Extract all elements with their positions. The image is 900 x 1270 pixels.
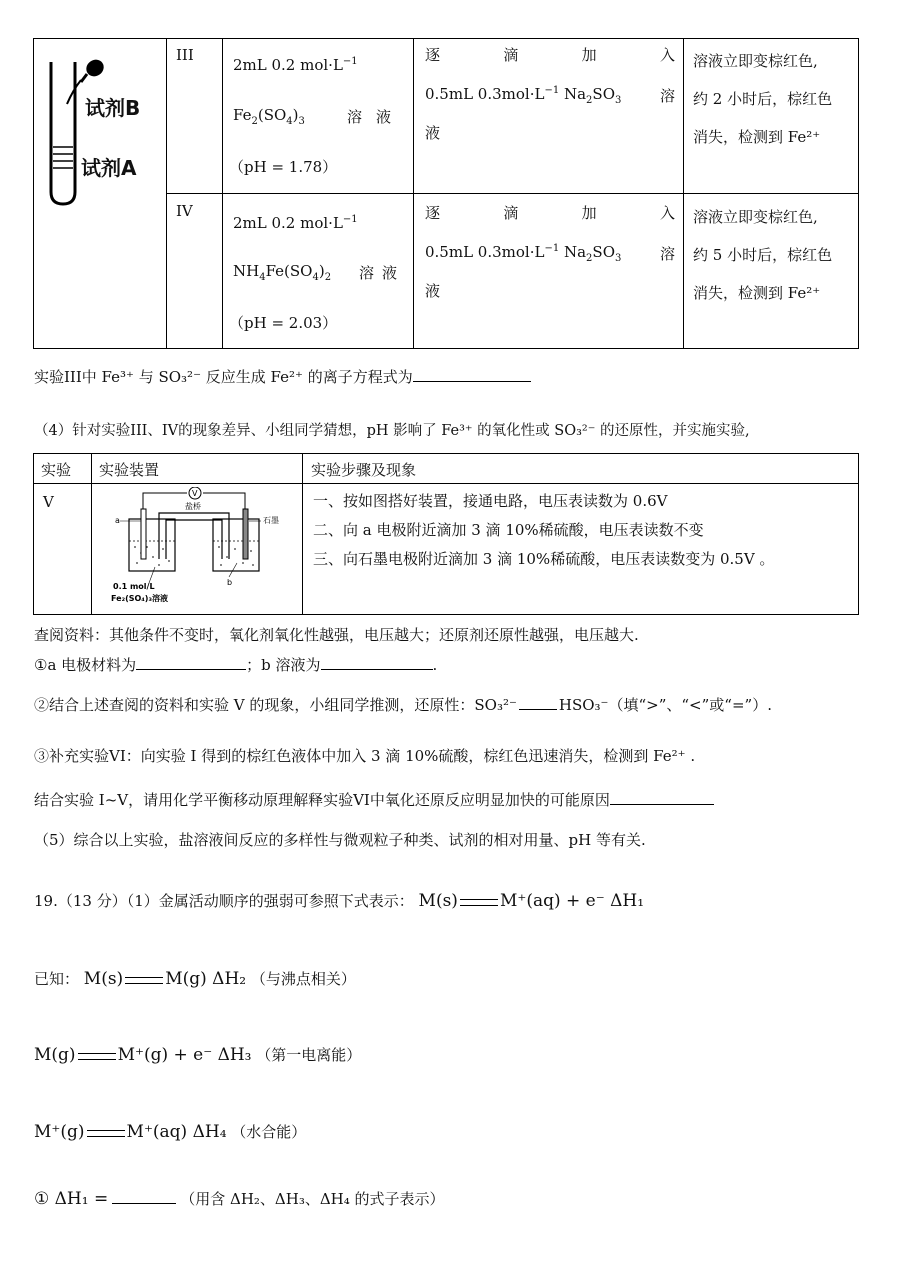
ion-equation-question: 实验III中 Fe³⁺ 与 SO₃²⁻ 反应生成 Fe²⁺ 的离子方程式为 xyxy=(34,366,531,387)
salt-bridge-label: 盐桥 xyxy=(185,502,201,511)
reagent-b-label: 试剂B xyxy=(85,96,141,120)
q4-intro: （4）针对实验III、IV的现象差异、小组同学猜想，pH 影响了 Fe³⁺ 的氧化性或 SO₃²⁻ 的还原性，并实施实验, xyxy=(34,423,750,439)
reagent-iii-line1: 2mL 0.2 $mol\cdot L^{-1}$ xyxy=(233,56,358,74)
voltmeter-label: V xyxy=(192,489,198,498)
reagent-a-label: 试剂A xyxy=(81,156,137,180)
question-2: ②结合上述查阅的资料和实验 V 的现象，小组同学推测，还原性：SO₃²⁻ HSO₃⁻（填“>”、“<”或“=”）. xyxy=(34,696,772,714)
test-tube-illustration xyxy=(39,42,164,212)
reagent-iii-line4: （pH = 1.78） xyxy=(229,158,338,176)
question-3: ③补充实验VI：向实验 I 得到的棕红色液体中加入 3 滴 10%硫酸，棕红色迅速消失，检测到 Fe²⁺ . xyxy=(34,747,696,765)
ionization-equation: M(g) M⁺(g) + e⁻ ΔH₃ （第一电离能） xyxy=(34,1045,362,1065)
add-iv: 逐 滴 加 入 0.5mL $0.3mol\cdot L^{-1}$ $Na_2SO_3$ 溶 液 xyxy=(425,204,675,300)
phenomenon-iii: 溶液立即变棕红色, 约 2 小时后，棕红色 消失，检测到 Fe²⁺ xyxy=(693,52,833,146)
solution-b-label: b xyxy=(227,578,233,587)
reference-info: 查阅资料：其他条件不变时，氧化剂氧化性越强，电压越大；还原剂还原性越强，电压越大. xyxy=(34,626,639,644)
known-equation: 已知： M(s) M(g) ΔH₂ （与沸点相关） xyxy=(34,969,356,989)
step-1: 一、按如图搭好装置，接通电路，电压表读数为 0.6V xyxy=(313,492,668,510)
delta-h-question: ① ΔH₁ = （用含 ΔH₂、ΔH₃、ΔH₄ 的式子表示） xyxy=(34,1189,445,1209)
electrochemical-cell-diagram xyxy=(103,487,293,611)
reagent-iv-line2: $NH_4Fe(SO_4)_2$ 溶液 xyxy=(233,262,405,283)
solution-conc-label: 0.1 mol/L xyxy=(113,582,155,591)
experiment-v-table xyxy=(33,453,859,615)
phenomenon-iv: 溶液立即变棕红色, 约 5 小时后，棕红色 消失，检测到 Fe²⁺ xyxy=(693,208,833,302)
step-2: 二、向 a 电极附近滴加 3 滴 10%稀硫酸，电压表读数不变 xyxy=(313,521,704,539)
question-3b: 结合实验 I~V，请用化学平衡移动原理解释实验VI中氧化还原反应明显加快的可能原因 xyxy=(34,789,714,810)
add-iii: 逐 滴 加 入 0.5mL $0.3mol\cdot L^{-1}$ $Na_2SO_3$ 溶 液 xyxy=(425,46,675,142)
header-steps: 实验步骤及现象 xyxy=(311,461,417,479)
solution-name-label: Fe₂(SO₄)₃溶液 xyxy=(111,594,168,603)
graphite-label: 石墨 xyxy=(263,516,279,525)
question-5: （5）综合以上实验，盐溶液间反应的多样性与微观粒子种类、试剂的相对用量、pH 等有关. xyxy=(34,831,646,849)
step-3: 三、向石墨电极附近滴加 3 滴 10%稀硫酸，电压表读数变为 0.5V 。 xyxy=(313,550,775,568)
hydration-equation: M⁺(g) M⁺(aq) ΔH₄ （水合能） xyxy=(34,1122,307,1142)
question-1: ①a 电极材料为 ；b 溶液为 . xyxy=(34,656,438,674)
question-19: 19.（13 分）（1）金属活动顺序的强弱可参照下式表示： M(s) M⁺(aq) + e⁻ ΔH₁ xyxy=(34,891,645,911)
row-num-iii: III xyxy=(176,46,194,64)
experiment-num-v: V xyxy=(43,493,54,511)
electrode-a-label: a xyxy=(115,516,120,525)
reagent-iv-line1: 2mL 0.2 $mol\cdot L^{-1}$ xyxy=(233,214,358,232)
header-apparatus: 实验装置 xyxy=(99,461,160,479)
row-num-iv: IV xyxy=(176,202,193,220)
reaction-table xyxy=(33,38,859,349)
reagent-iv-line3: （pH = 2.03） xyxy=(229,314,338,332)
header-experiment: 实验 xyxy=(41,461,72,479)
steps-list xyxy=(313,487,774,574)
reagent-iii-line2: $Fe_2(SO_4)_3$ 溶液 xyxy=(233,106,405,127)
